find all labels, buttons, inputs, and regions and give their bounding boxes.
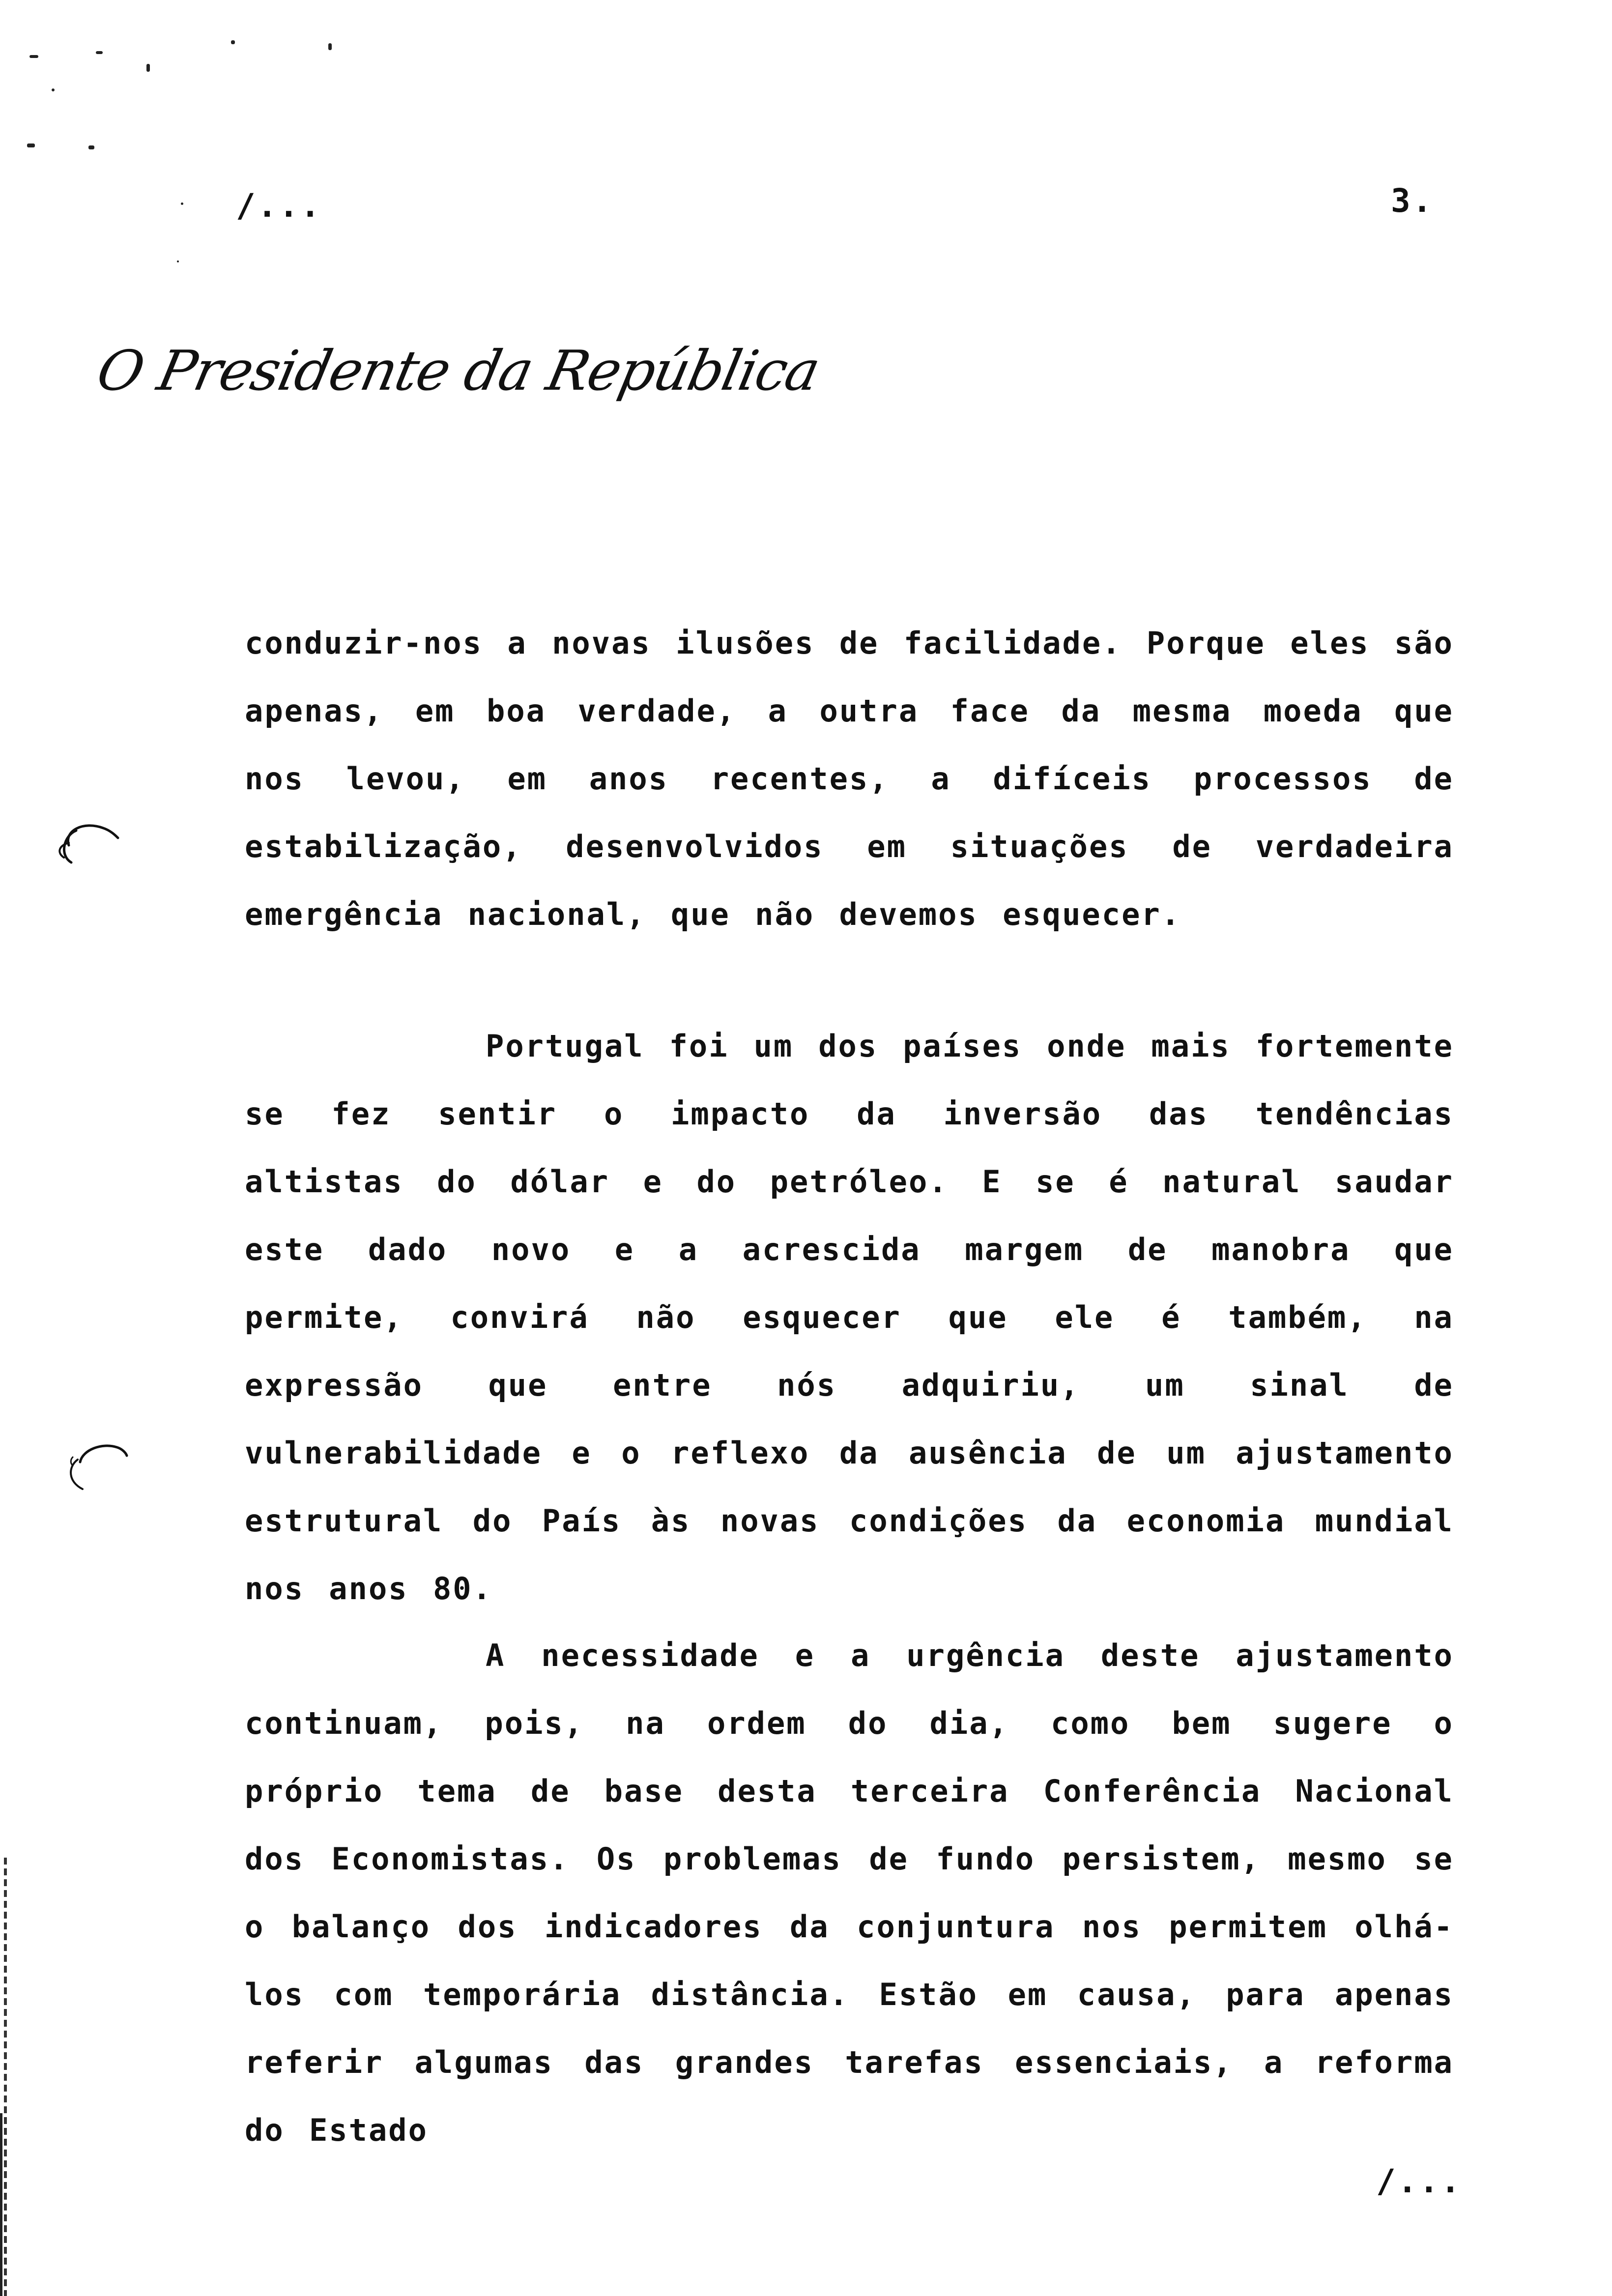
handwritten-margin-mark xyxy=(58,1440,132,1494)
paragraph-text: A necessidade e a urgência deste ajustamento continuam, pois, na ordem do dia, como bem sugere o próprio tema de base desta terceira Conferência Nacional dos Economistas. Os problemas de fundo persistem, mesmo se o balanço dos indicadores da conjuntura nos permitem olhá-los com temporária distância. Estão em causa, para apenas referir algumas das grandes tarefas essenciais, a reforma do Estado xyxy=(245,1637,1454,2148)
body-paragraph xyxy=(245,1622,1454,2164)
paragraph-text: conduzir-nos a novas ilusões de facilidade. Porque eles são apenas, em boa verdade, a outra face da mesma moeda que nos levou, em anos recentes, a difíceis processos de estabilização, desenvolvidos em situações de verdadeira emergência nacional, que não devemos esquecer. xyxy=(245,625,1454,932)
handwritten-margin-mark xyxy=(49,816,123,870)
scan-binding-edge xyxy=(4,1858,7,2296)
body-paragraph xyxy=(245,609,1454,948)
body-paragraph xyxy=(245,1012,1454,1623)
letterhead-title: O Presidente da República xyxy=(91,339,825,403)
top-continuation-mark: /... xyxy=(236,187,322,225)
page-number: 3. xyxy=(1391,182,1434,220)
scan-binding-edge xyxy=(0,2113,2,2296)
paragraph-text: Portugal foi um dos países onde mais fortemente se fez sentir o impacto da inversão das tendências altistas do dólar e do petróleo. E se é natural saudar este dado novo e a acrescida margem de manobra que permite, convirá não esquecer que ele é também, na expressão que entre nós adquiriu, um sinal de vulnerabilidade e o reflexo da ausência de um ajustamento estrutural do País às novas condições da economia mundial nos anos 80. xyxy=(245,1028,1454,1607)
bottom-continuation-mark: /... xyxy=(1376,2162,1462,2200)
